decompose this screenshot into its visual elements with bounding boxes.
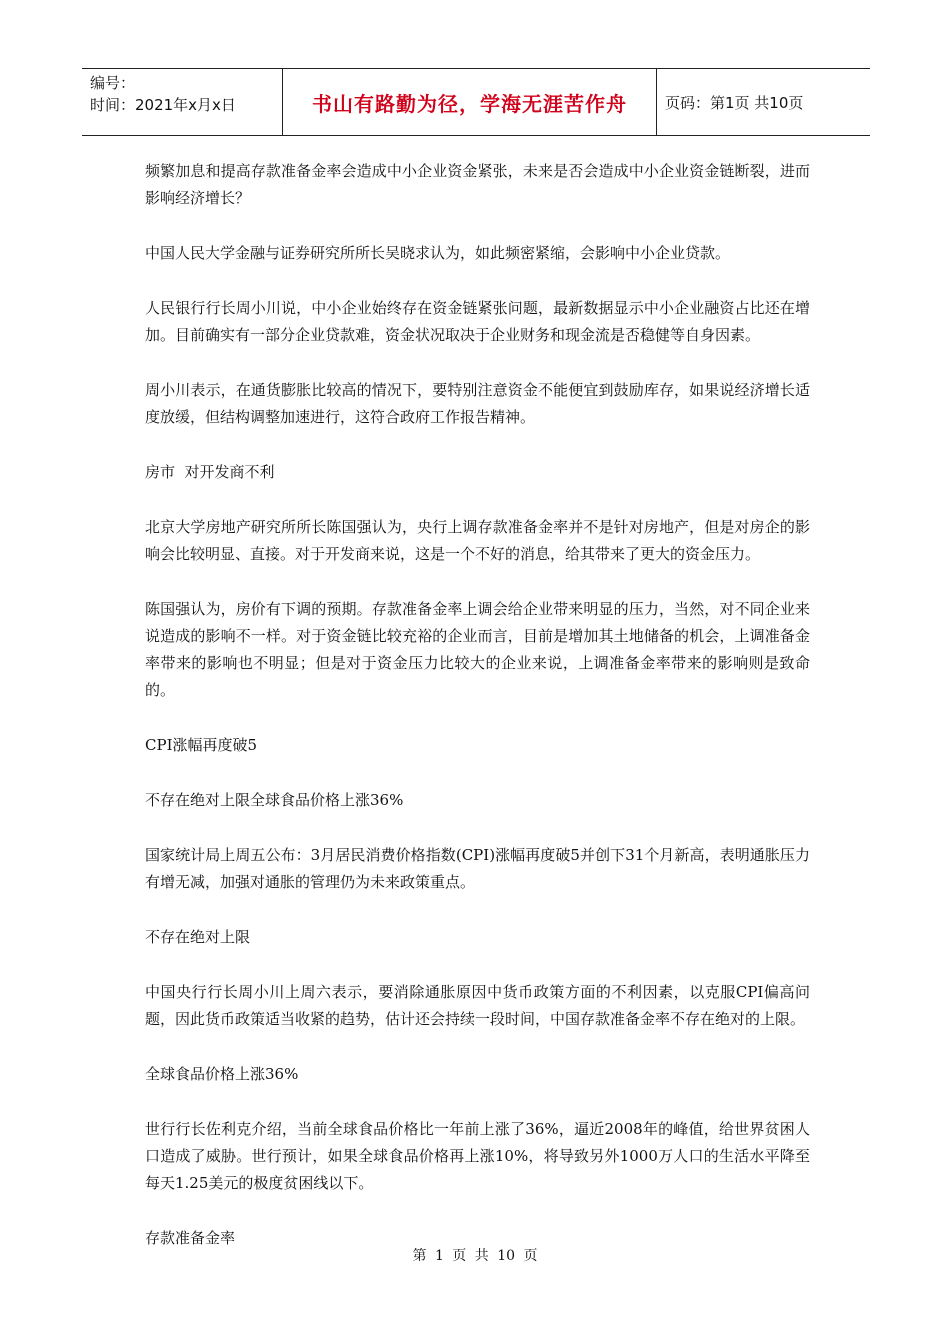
header-motto: 书山有路勤为径，学海无涯苦作舟 — [283, 69, 657, 135]
paragraph: 人民银行行长周小川说，中小企业始终存在资金链紧张问题，最新数据显示中小企业融资占比还在增加。目前确实有一部分企业贷款难，资金状况取决于企业财务和现金流是否稳健等自身因素。 — [145, 299, 810, 344]
document-number-label: 编号： — [90, 74, 136, 92]
section-heading: 全球食品价格上涨36% — [145, 1065, 299, 1083]
header-page-number: 页码：第1页 共10页 — [665, 93, 804, 112]
paragraph: 陈国强认为，房价有下调的预期。存款准备金率上调会给企业带来明显的压力，当然，对不同企业来说造成的影响不一样。对于资金链比较充裕的企业而言，目前是增加其土地储备的机会，上调准备金率带来的影响也不明显；但是对于资金压力比较大的企业来说，上调准备金率带来的影响则是致命的。 — [145, 600, 810, 699]
paragraph: 周小川表示，在通货膨胀比较高的情况下，要特别注意资金不能便宜到鼓励库存，如果说经济增长适度放缓，但结构调整加速进行，这符合政府工作报告精神。 — [145, 381, 810, 426]
paragraph: 北京大学房地产研究所所长陈国强认为，央行上调存款准备金率并不是针对房地产，但是对房企的影响会比较明显、直接。对于开发商来说，这是一个不好的消息，给其带来了更大的资金压力。 — [145, 518, 810, 563]
document-body — [145, 158, 810, 1280]
section-heading: CPI涨幅再度破5 — [145, 736, 258, 754]
section-heading: 不存在绝对上限 — [145, 928, 251, 946]
section-heading: 房市 对开发商不利 — [145, 463, 275, 481]
section-subheading: 不存在绝对上限全球食品价格上涨36% — [145, 791, 404, 809]
paragraph: 频繁加息和提高存款准备金率会造成中小企业资金紧张，未来是否会造成中小企业资金链断裂，进而影响经济增长？ — [145, 162, 810, 207]
page-footer: 第 1 页 共 10 页 — [412, 1248, 538, 1264]
paragraph: 国家统计局上周五公布：3月居民消费价格指数(CPI)涨幅再度破5并创下31个月新高，表明通胀压力有增无减，加强对通胀的管理仍为未来政策重点。 — [145, 846, 810, 891]
header-meta — [82, 69, 283, 135]
paragraph: 中国央行行长周小川上周六表示，要消除通胀原因中货币政策方面的不利因素，以克服CPI偏高问题，因此货币政策适当收紧的趋势，估计还会持续一段时间，中国存款准备金率不存在绝对的上限。 — [145, 983, 810, 1028]
paragraph: 中国人民大学金融与证券研究所所长吴晓求认为，如此频密紧缩，会影响中小企业贷款。 — [145, 244, 731, 262]
document-date-label: 时间：2021年x月x日 — [90, 96, 236, 114]
paragraph: 世行行长佐利克介绍，当前全球食品价格比一年前上涨了36%，逼近2008年的峰值，给世界贫困人口造成了威胁。世行预计，如果全球食品价格再上涨10%，将导致另外1000万人口的生活水平降至每天1.25美元的极度贫困线以下。 — [145, 1120, 810, 1192]
section-heading: 存款准备金率 — [145, 1229, 236, 1247]
page-header — [82, 68, 870, 136]
